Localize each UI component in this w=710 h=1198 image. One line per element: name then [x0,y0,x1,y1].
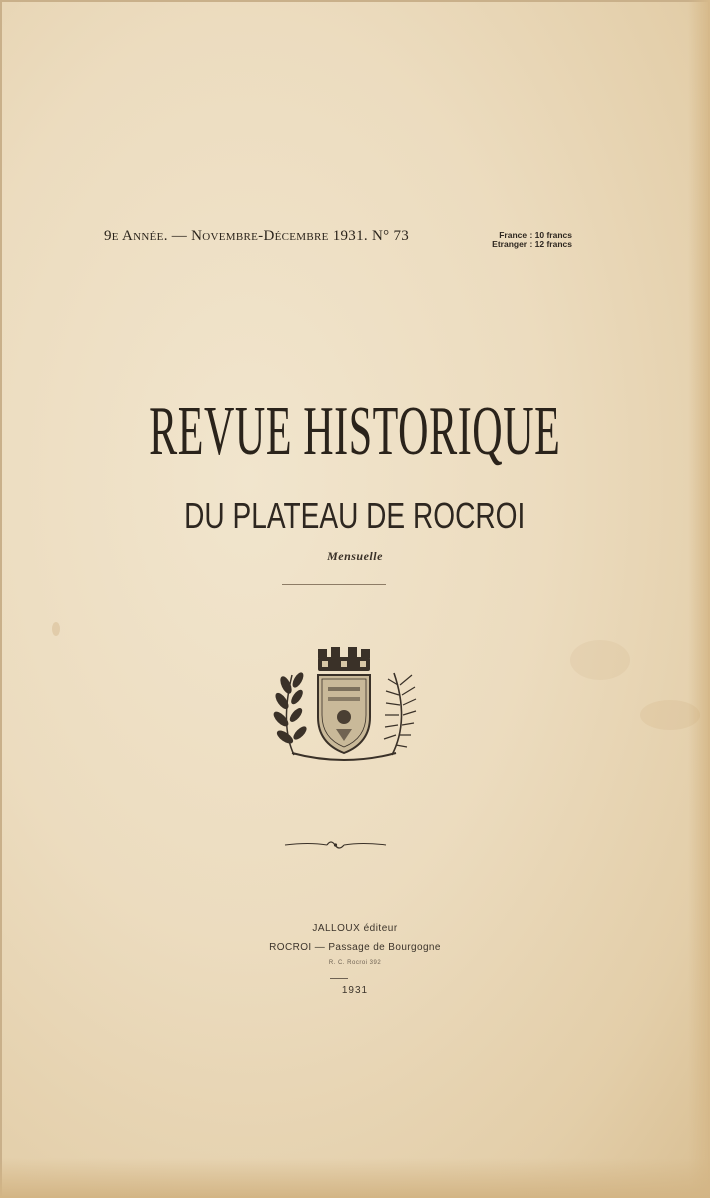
title-divider [282,584,386,585]
publisher-name: JALLOUX éditeur [312,923,398,934]
laurel-left [272,671,308,755]
issue-line: 9e Année. — Novembre-Décembre 1931. N° 73 [104,228,410,244]
paper-stain [52,622,60,636]
price-france: France : 10 francs [499,230,572,240]
price-etranger: Etranger : 12 francs [492,239,572,249]
subtitle-wrap [0,494,710,538]
printer-line: R. C. Rocroi 392 [328,960,382,966]
subtitle: DU PLATEAU DE ROCROI [184,495,526,536]
mural-crown [318,647,370,671]
frequency-label: Mensuelle [327,549,383,563]
paper-stain [640,700,700,730]
price-block [462,231,572,249]
year-divider [330,978,348,979]
paper-edge-right [688,0,710,1198]
publication-year: 1931 [341,985,369,996]
page-title: REVUE HISTORIQUE [149,393,561,470]
paper-edge-bottom [0,1158,710,1198]
publisher-address: ROCROI — Passage de Bourgogne [269,942,441,953]
coat-of-arms-icon [272,645,417,765]
paper-stain [570,640,630,680]
palm-right [384,673,416,755]
title-wrap [0,392,710,472]
ornamental-divider-icon [283,837,388,853]
